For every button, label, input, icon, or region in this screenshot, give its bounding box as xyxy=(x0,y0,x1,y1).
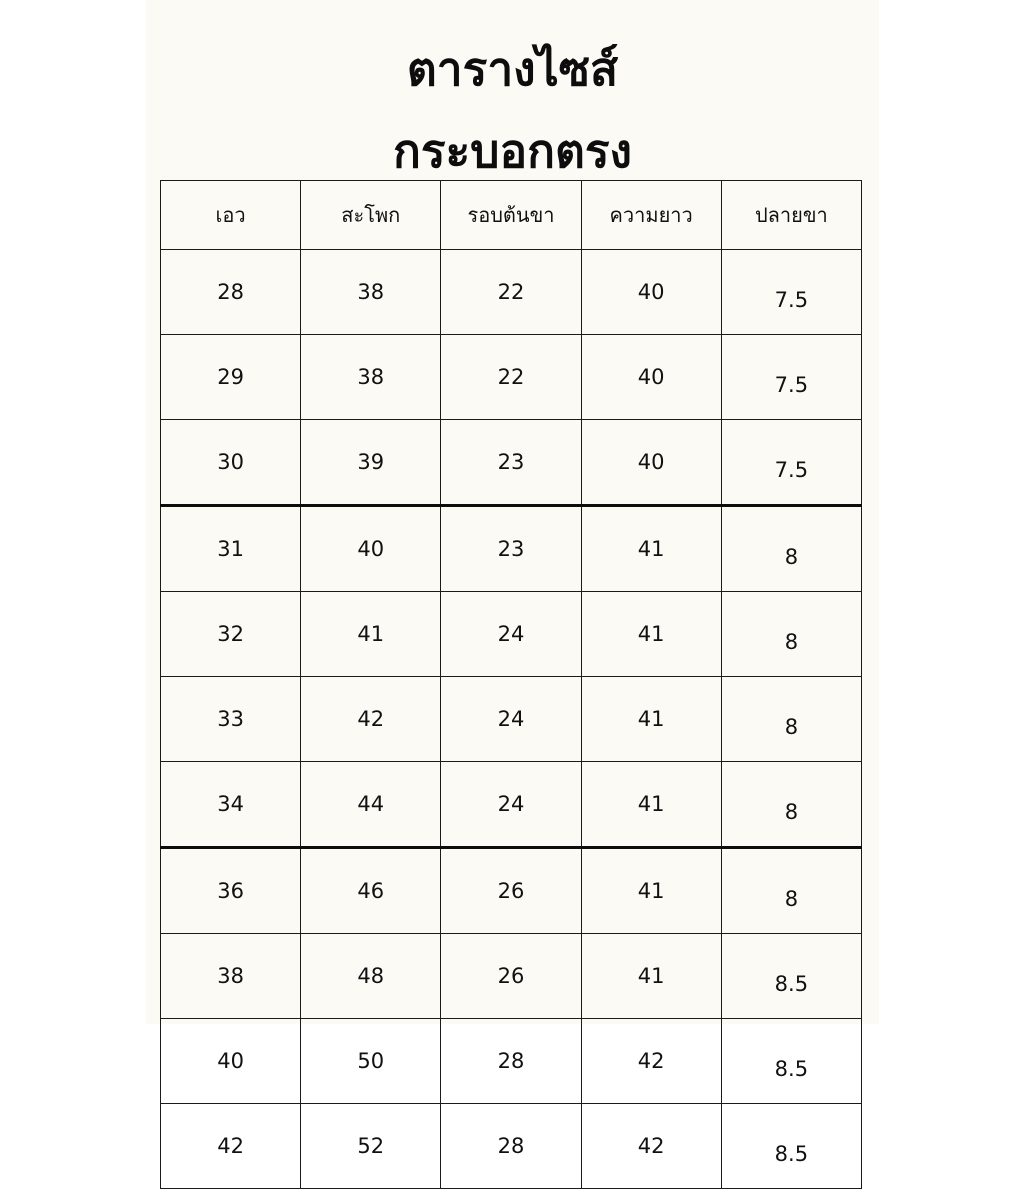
header-length: ความยาว xyxy=(581,181,721,250)
cell-thigh: 28 xyxy=(441,1104,581,1189)
cell-waist: 40 xyxy=(161,1019,301,1104)
cell-hip: 52 xyxy=(301,1104,441,1189)
cell-hip: 41 xyxy=(301,592,441,677)
cell-thigh: 23 xyxy=(441,420,581,506)
table-header-row xyxy=(161,181,862,250)
table-row xyxy=(161,335,862,420)
cell-waist: 34 xyxy=(161,762,301,848)
header-waist: เอว xyxy=(161,181,301,250)
page-title: ตารางไซส์ xyxy=(406,42,619,96)
size-table xyxy=(160,180,862,1189)
cell-length: 41 xyxy=(581,677,721,762)
header-leg-opening: ปลายขา xyxy=(721,181,861,250)
cell-thigh: 26 xyxy=(441,848,581,934)
cell-thigh: 22 xyxy=(441,335,581,420)
cell-leg-opening: 8.5 xyxy=(721,1019,861,1104)
cell-hip: 38 xyxy=(301,335,441,420)
cell-thigh: 26 xyxy=(441,934,581,1019)
cell-hip: 38 xyxy=(301,250,441,335)
cell-waist: 31 xyxy=(161,506,301,592)
table-row xyxy=(161,420,862,506)
cell-leg-opening: 8.5 xyxy=(721,1104,861,1189)
cell-length: 41 xyxy=(581,934,721,1019)
cell-length: 41 xyxy=(581,848,721,934)
cell-thigh: 22 xyxy=(441,250,581,335)
cell-hip: 40 xyxy=(301,506,441,592)
table-row xyxy=(161,1104,862,1189)
cell-waist: 30 xyxy=(161,420,301,506)
table-row xyxy=(161,762,862,848)
cell-hip: 39 xyxy=(301,420,441,506)
cell-waist: 33 xyxy=(161,677,301,762)
cell-leg-opening: 8 xyxy=(721,506,861,592)
cell-thigh: 24 xyxy=(441,592,581,677)
page-subtitle: กระบอกตรง xyxy=(393,124,632,178)
cell-length: 41 xyxy=(581,592,721,677)
cell-length: 40 xyxy=(581,335,721,420)
cell-leg-opening: 8 xyxy=(721,677,861,762)
cell-leg-opening: 7.5 xyxy=(721,250,861,335)
cell-hip: 44 xyxy=(301,762,441,848)
cell-waist: 28 xyxy=(161,250,301,335)
cell-thigh: 24 xyxy=(441,677,581,762)
cell-leg-opening: 8 xyxy=(721,848,861,934)
cell-waist: 32 xyxy=(161,592,301,677)
header-thigh: รอบต้นขา xyxy=(441,181,581,250)
table-row xyxy=(161,250,862,335)
cell-waist: 36 xyxy=(161,848,301,934)
cell-length: 42 xyxy=(581,1019,721,1104)
cell-waist: 42 xyxy=(161,1104,301,1189)
cell-waist: 38 xyxy=(161,934,301,1019)
cell-hip: 42 xyxy=(301,677,441,762)
cell-length: 41 xyxy=(581,762,721,848)
table-row xyxy=(161,506,862,592)
cell-leg-opening: 7.5 xyxy=(721,335,861,420)
cell-length: 41 xyxy=(581,506,721,592)
cell-leg-opening: 8 xyxy=(721,592,861,677)
cell-hip: 50 xyxy=(301,1019,441,1104)
cell-thigh: 24 xyxy=(441,762,581,848)
cell-length: 42 xyxy=(581,1104,721,1189)
cell-waist: 29 xyxy=(161,335,301,420)
header-hip: สะโพก xyxy=(301,181,441,250)
size-chart-page xyxy=(146,0,879,1166)
table-row xyxy=(161,1019,862,1104)
table-row xyxy=(161,848,862,934)
cell-hip: 46 xyxy=(301,848,441,934)
cell-leg-opening: 7.5 xyxy=(721,420,861,506)
cell-thigh: 23 xyxy=(441,506,581,592)
table-row xyxy=(161,592,862,677)
cell-length: 40 xyxy=(581,420,721,506)
cell-leg-opening: 8 xyxy=(721,762,861,848)
cell-length: 40 xyxy=(581,250,721,335)
cell-hip: 48 xyxy=(301,934,441,1019)
cell-thigh: 28 xyxy=(441,1019,581,1104)
cell-leg-opening: 8.5 xyxy=(721,934,861,1019)
table-row xyxy=(161,677,862,762)
table-row xyxy=(161,934,862,1019)
